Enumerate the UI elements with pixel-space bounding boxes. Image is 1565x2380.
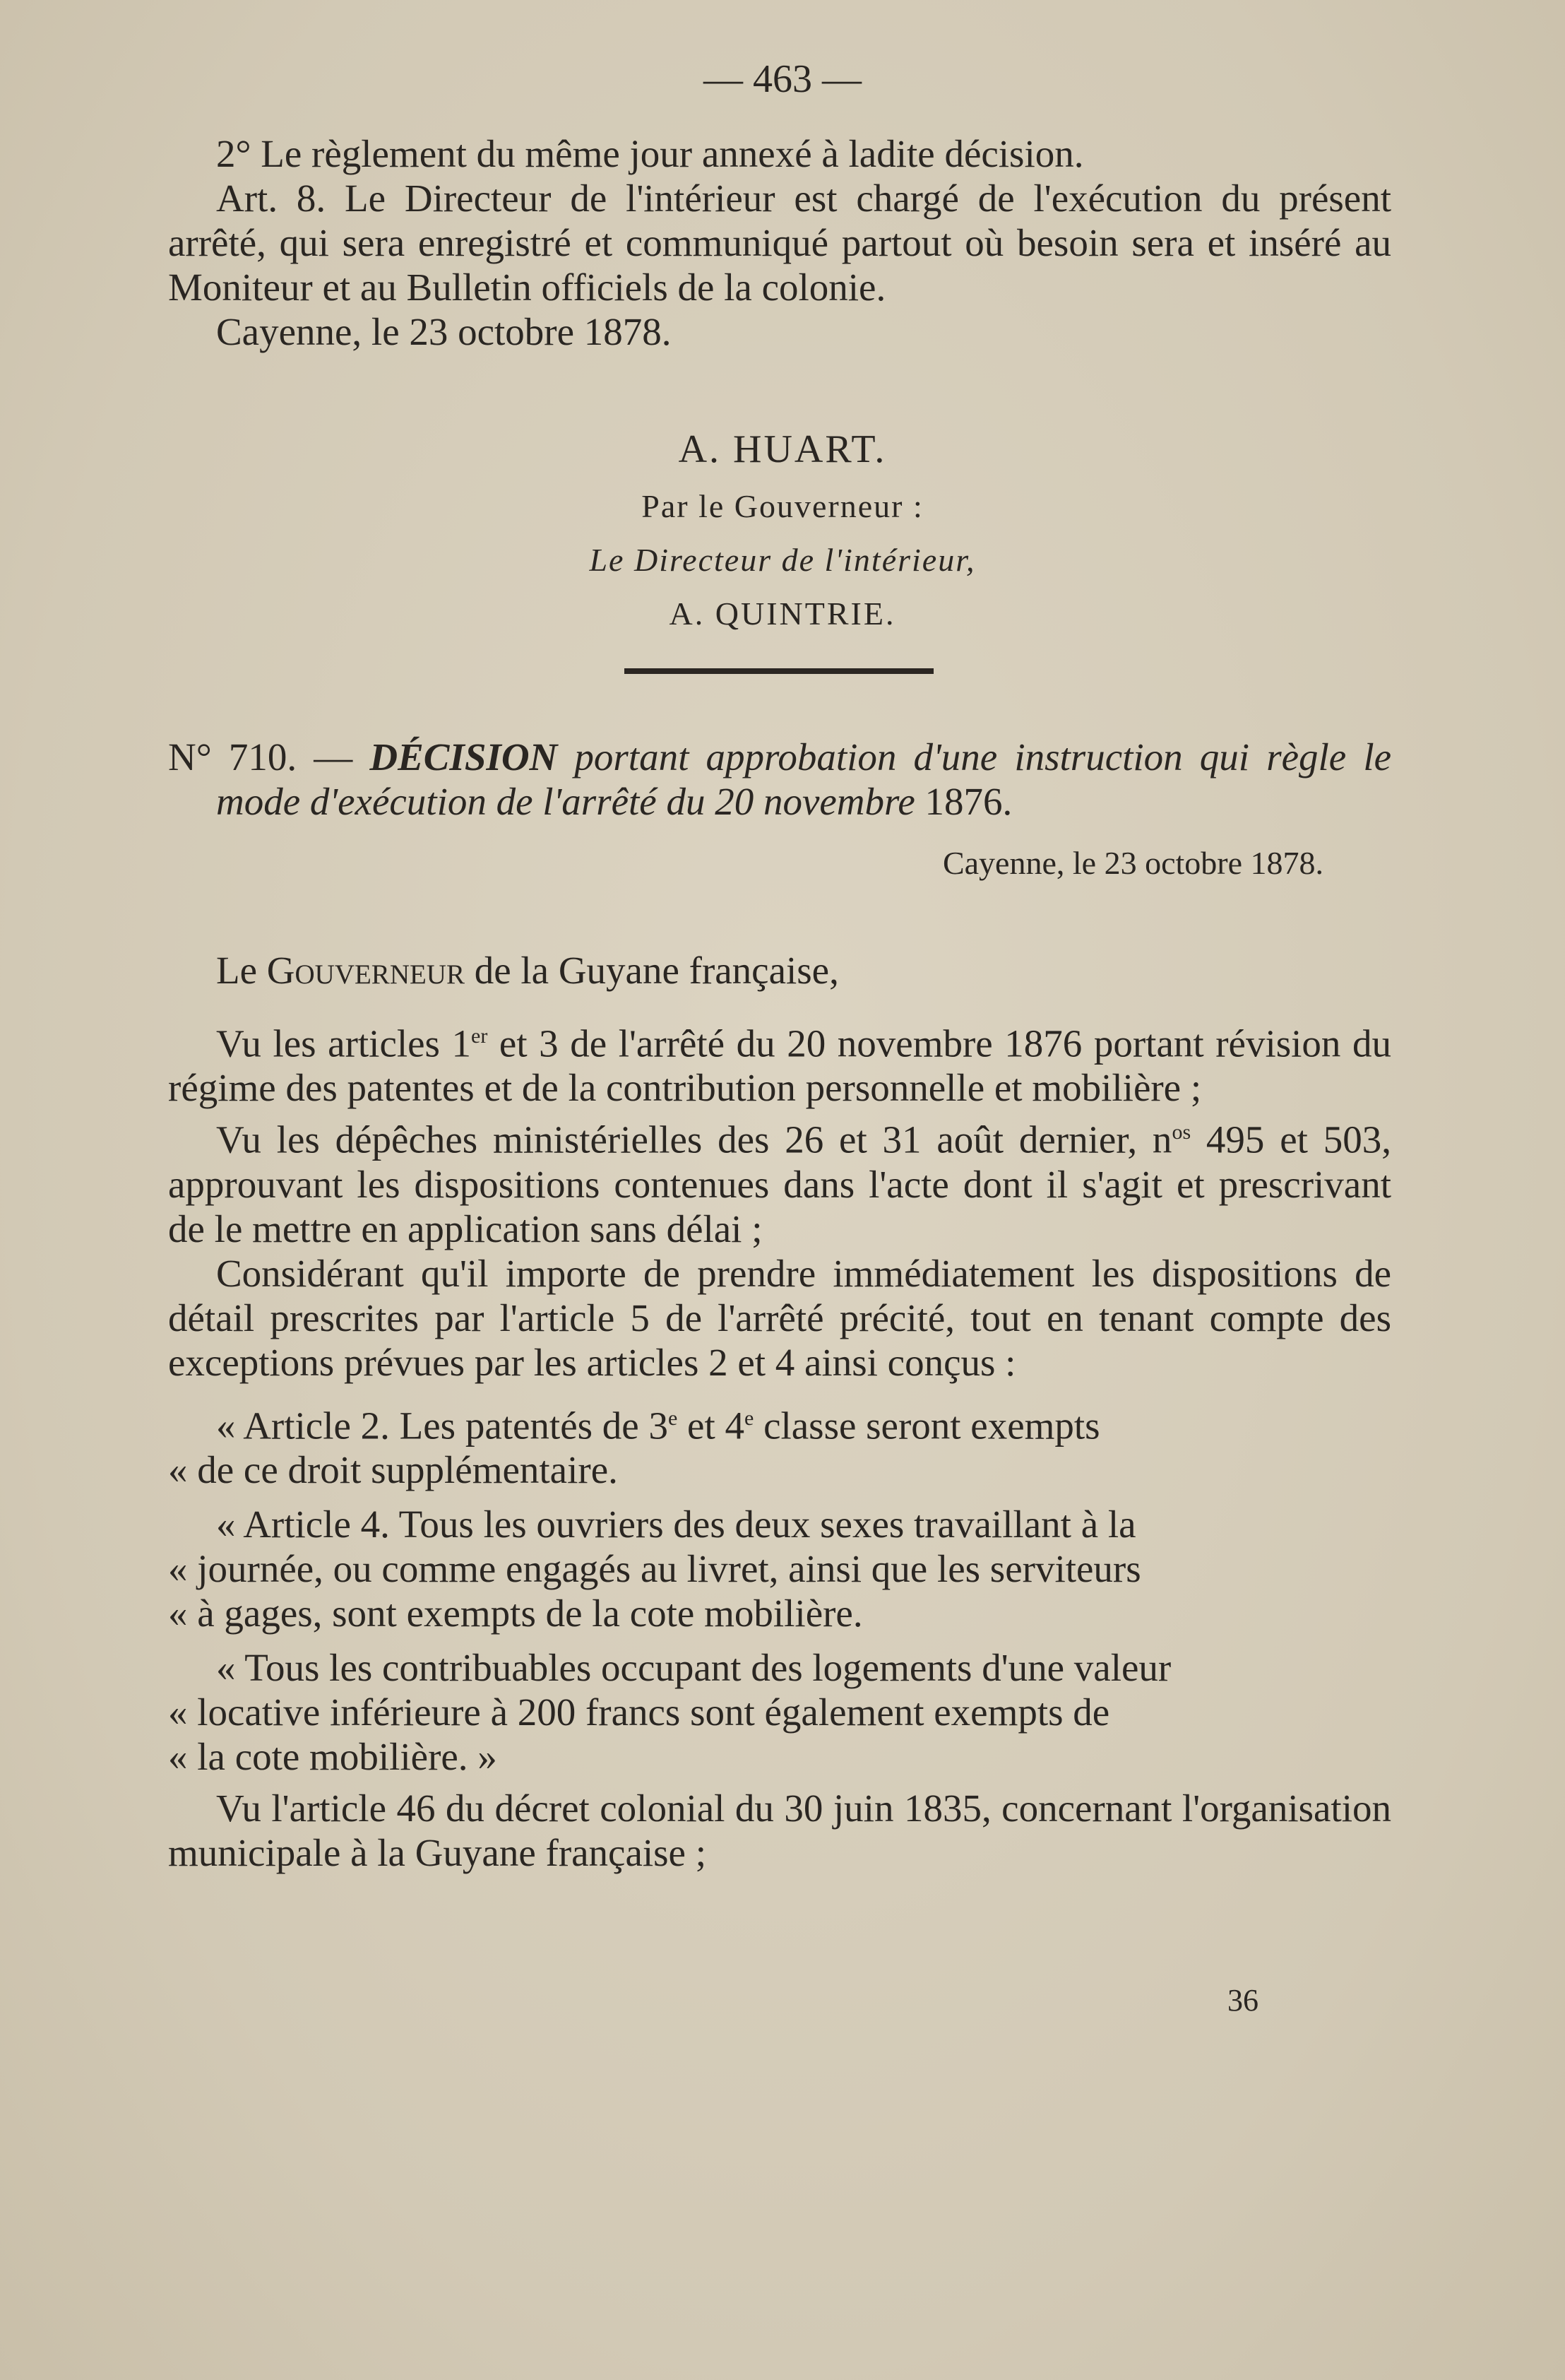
decision-year: 1876. (924, 780, 1013, 823)
director-title: Le Directeur de l'intérieur, (589, 542, 976, 578)
governor-title: Gouverneur (266, 949, 465, 992)
quote-contribuables (168, 1645, 1391, 1779)
section-divider (624, 668, 934, 674)
quote-article-2 (168, 1396, 1391, 1492)
quote-article-4-line-2: « journée, ou comme engagés au livret, ainsi que les serviteurs (168, 1546, 1141, 1590)
vu1-sup: er (471, 1024, 488, 1048)
quote-article-4-line-3: « à gages, sont exempts de la cote mobilière. (168, 1591, 863, 1635)
decision-body (168, 948, 1391, 1875)
quote-article-2-line-1 (168, 1396, 1391, 1447)
governor-signature: A. HUART. (678, 427, 887, 471)
article-end-block (168, 131, 1391, 354)
vu-depeches-paragraph (168, 1110, 1391, 1250)
governor-rest: de la Guyane française, (474, 949, 839, 992)
q1-sup-1: e (667, 1406, 678, 1430)
vu2-text-a: Vu les dépêches ministérielles des 26 et 31 août dernier, n (216, 1118, 1172, 1161)
vu-articles-paragraph (168, 1014, 1391, 1110)
governor-line (168, 948, 1391, 993)
vu1-text-a: Vu les articles 1 (216, 1022, 472, 1065)
decision-heading (168, 735, 1391, 885)
page-number: — 463 — (703, 57, 862, 101)
decision-title (168, 735, 1391, 824)
q1-text-c: classe seront exempts (754, 1403, 1100, 1447)
quote-contribuables-line-3: « la cote mobilière. » (168, 1734, 497, 1778)
quote-article-4 (168, 1502, 1391, 1635)
considerant-paragraph: Considérant qu'il importe de prendre immédiatement les dispositions de détail prescrites par l'article 5 de l'arrêté précité, tout en tenant compte des exceptions prévues par les articles 2 et 4 ainsi conçus : (168, 1251, 1391, 1384)
signature-mark: 36 (1227, 1983, 1258, 2018)
par-le-gouverneur: Par le Gouverneur : (641, 488, 924, 524)
quote-contribuables-line-1: « Tous les contribuables occupant des logements d'une valeur (216, 1645, 1172, 1689)
q1-text-b: et 4 (677, 1403, 744, 1447)
vu2-text-b: 495 et 503, approuvant les dispositions contenues dans l'acte dont il s'agit et prescrivant de le mettre en application sans délai ; (168, 1118, 1391, 1250)
decision-date: Cayenne, le 23 octobre 1878. (942, 845, 1323, 881)
governor-le: Le (216, 949, 258, 992)
q1-sup-2: e (744, 1406, 754, 1430)
place-date-line: Cayenne, le 23 octobre 1878. (216, 310, 672, 353)
vu-decret-paragraph: Vu l'article 46 du décret colonial du 30 juin 1835, concernant l'organisation municipale à la Guyane française ; (168, 1786, 1391, 1874)
vu2-sup: os (1172, 1120, 1191, 1144)
article-8-paragraph: Art. 8. Le Directeur de l'intérieur est chargé de l'exécution du présent arrêté, qui sera enregistré et communiqué partout où besoin sera et inséré au Moniteur et au Bulletin officiels de la colonie. (168, 177, 1391, 309)
decision-number: N° 710. — (168, 735, 353, 778)
quote-article-4-line-1: « Article 4. Tous les ouvriers des deux sexes travaillant à la (216, 1502, 1136, 1546)
decision-word: DÉCISION (369, 735, 558, 778)
item-2-paragraph: 2° Le règlement du même jour annexé à ladite décision. (216, 132, 1084, 175)
quote-article-2-line-2: « de ce droit supplémentaire. (168, 1447, 618, 1491)
vu1-text-b: et 3 de l'arrêté du 20 novembre 1876 portant révision du régime des patentes et de la contribution personnelle et mobilière ; (168, 1022, 1391, 1110)
q1-text-a: « Article 2. Les patentés de 3 (216, 1403, 668, 1447)
director-name: A. QUINTRIE. (669, 596, 896, 632)
quote-contribuables-line-2: « locative inférieure à 200 francs sont également exempts de (168, 1690, 1110, 1734)
decision-title-rest: portant approbation d'une instruction qui règle le mode d'exécution de l'arrêté du 20 novembre (216, 735, 1392, 823)
